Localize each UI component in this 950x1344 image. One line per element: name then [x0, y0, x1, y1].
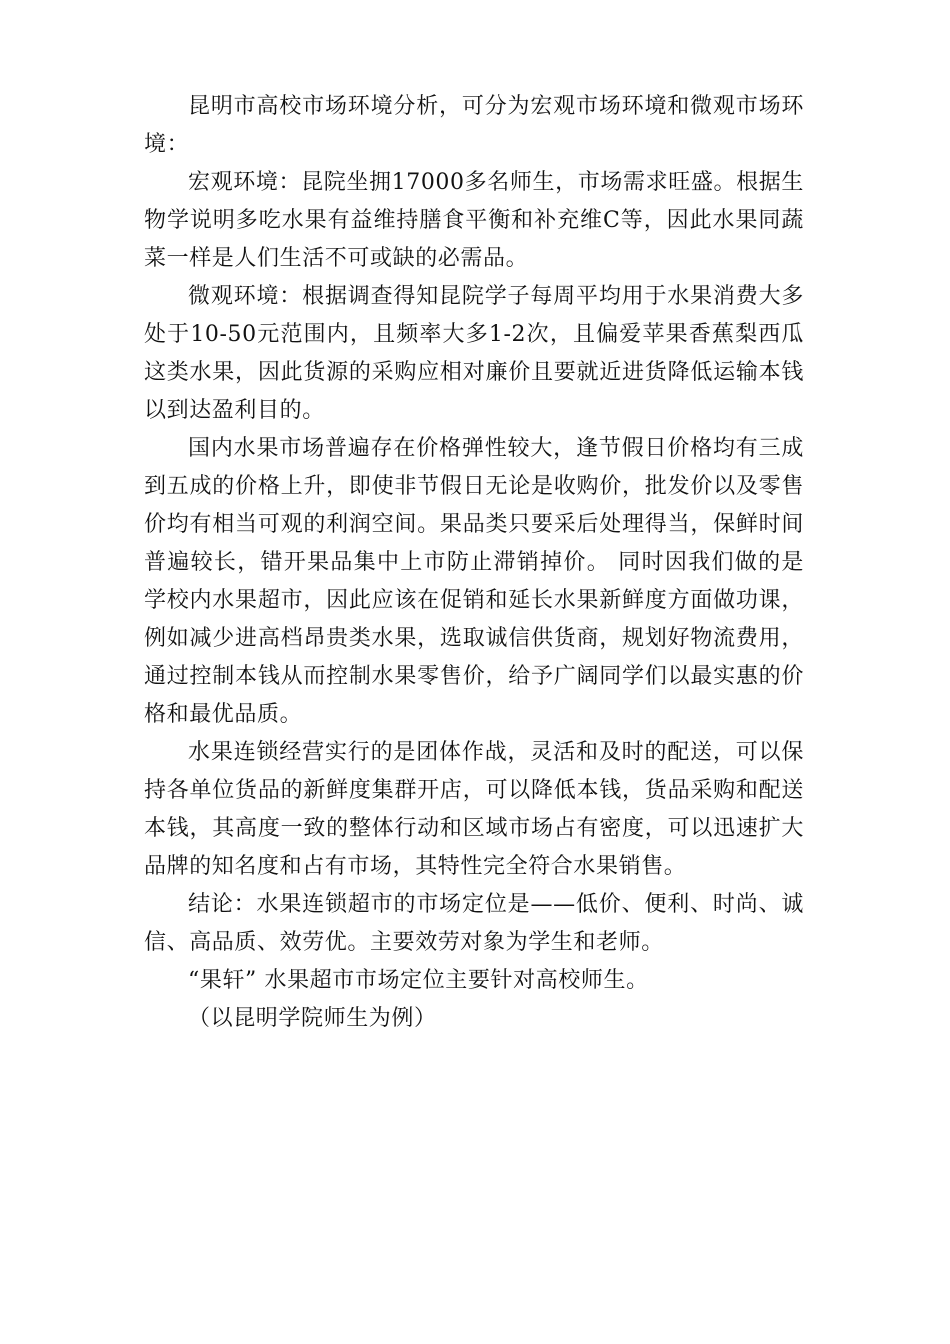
paragraph-store-positioning: “果轩” 水果超市市场定位主要针对高校师生。	[188, 968, 649, 993]
paragraph-market-analysis-intro: 昆明市高校市场环境分析，可分为宏观市场环境和微观市场环境：	[144, 94, 804, 157]
paragraph-macro-environment: 宏观环境：昆院坐拥17000多名师生，市场需求旺盛。根据生物学说明多吃水果有益维持膳食平衡和补充维C等，因此水果同蔬菜一样是人们生活不可或缺的必需品。	[144, 170, 804, 271]
paragraph-domestic-fruit-market: 国内水果市场普遍存在价格弹性较大，逢节假日价格均有三成到五成的价格上升，即使非节假日无论是收购价，批发价以及零售价均有相当可观的利润空间。果品类只要采后处理得当，保鲜时间普遍较长，错开果品集中上市防止滞销掉价。 同时因我们做的是学校内水果超市，因此应该在促销和延长水果新鲜度方面做功课，例如减少进高档昂贵类水果，选取诚信供货商，规划好物流费用，通过控制本钱从而控制水果零售价，给予广阔同学们以最实惠的价格和最优品质。	[144, 436, 804, 727]
paragraph-example-note: （以昆明学院师生为例）	[188, 1006, 437, 1031]
paragraph-conclusion: 结论：水果连锁超市的市场定位是——低价、便利、时尚、诚信、高品质、效劳优。主要效劳对象为学生和老师。	[144, 892, 804, 955]
document-body	[144, 88, 804, 1038]
paragraph-micro-environment: 微观环境：根据调查得知昆院学子每周平均用于水果消费大多处于10-50元范围内，且频率大多1-2次，且偏爱苹果香蕉梨西瓜这类水果，因此货源的采购应相对廉价且要就近进货降低运输本钱以到达盈利目的。	[144, 284, 804, 423]
paragraph-chain-operation: 水果连锁经营实行的是团体作战，灵活和及时的配送，可以保持各单位货品的新鲜度集群开店，可以降低本钱，货品采购和配送本钱，其高度一致的整体行动和区域市场占有密度，可以迅速扩大品牌的知名度和占有市场，其特性完全符合水果销售。	[144, 740, 804, 879]
